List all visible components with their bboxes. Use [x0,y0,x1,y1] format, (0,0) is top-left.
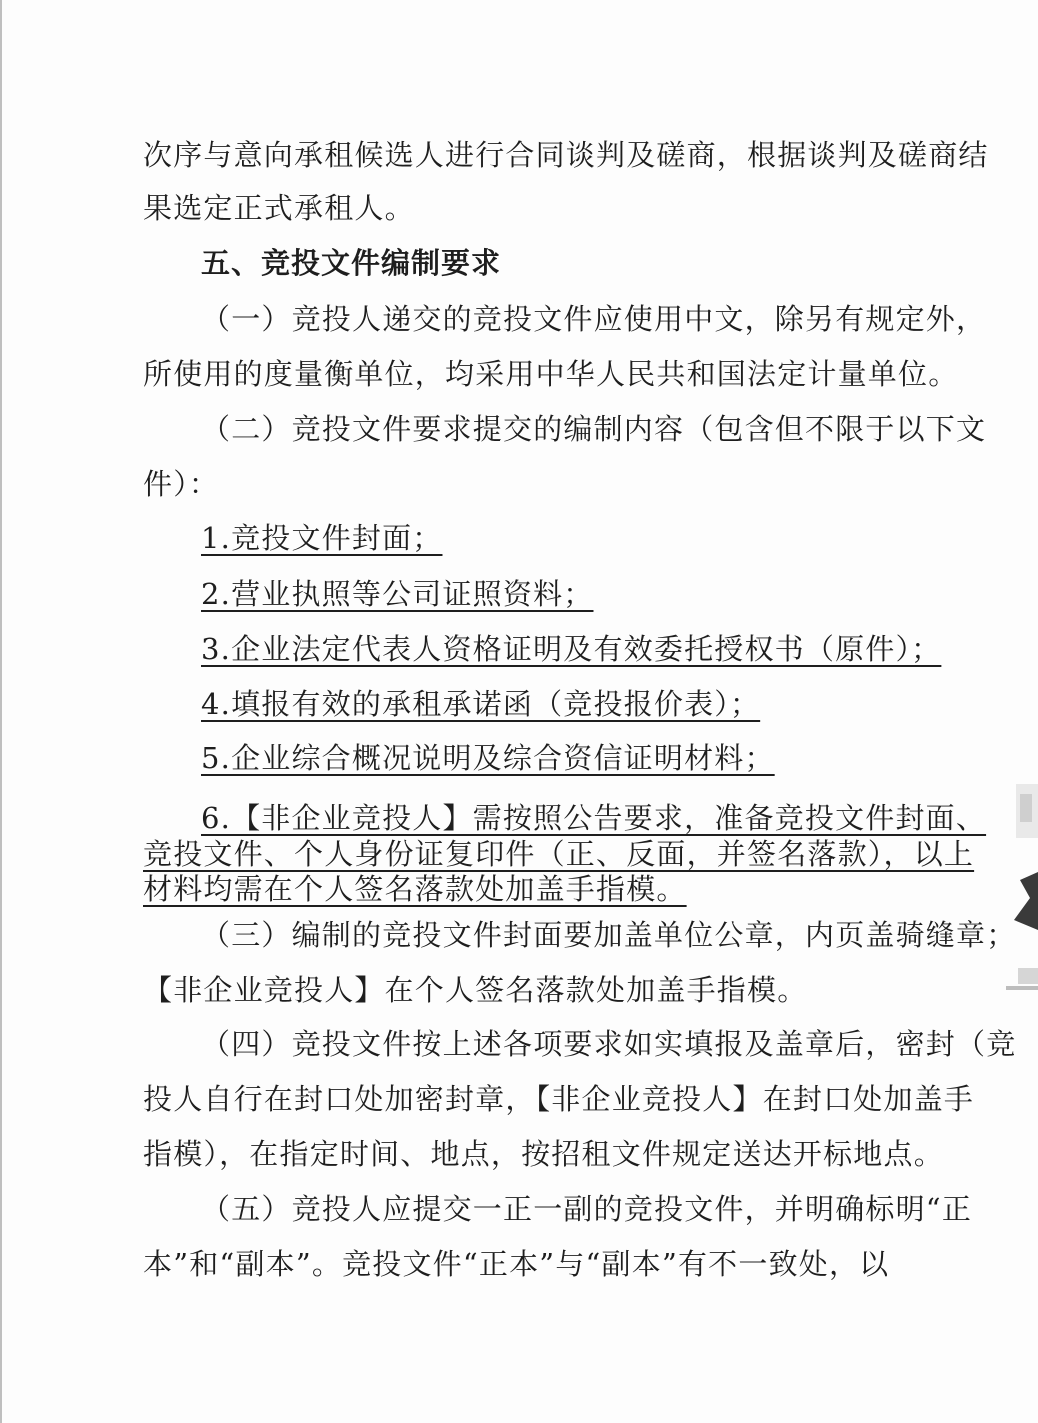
list-item: 5.企业综合概况说明及综合资信证明材料； [201,741,775,775]
text-line: 投人自行在封口处加密封章，【非企业竞投人】在封口处加盖手 [143,1082,975,1116]
text-line: （五）竞投人应提交一正一副的竞投文件，并明确标明“正 [201,1192,973,1226]
list-item: 竞投文件、个人身份证复印件（正、反面，并签名落款），以上 [143,837,975,871]
list-item: 6.【非企业竞投人】需按照公告要求，准备竞投文件封面、 [201,801,987,835]
text-line: 件）： [143,467,220,501]
list-item: 1.竞投文件封面； [201,521,443,555]
list-item: 3.企业法定代表人资格证明及有效委托授权书（原件）； [201,632,942,666]
text-line: 【非企业竞投人】在个人签名落款处加盖手指模。 [143,973,808,1007]
text-line: 次序与意向承租候选人进行合同谈判及磋商，根据谈判及磋商结 [143,138,989,172]
text-line: （三）编制的竞投文件封面要加盖单位公章，内页盖骑缝章； [201,918,1017,952]
seam-seal-stamp [1002,780,1038,1010]
text-line: （四）竞投文件按上述各项要求如实填报及盖章后，密封（竞 [201,1027,1017,1061]
list-item: 4.填报有效的承租承诺函（竞投报价表）； [201,687,761,721]
text-line: （二）竞投文件要求提交的编制内容（包含但不限于以下文 [201,412,987,446]
text-line: 果选定正式承租人。 [143,191,415,225]
section-heading: 五、竞投文件编制要求 [201,246,502,280]
text-line: 本”和“副本”。竞投文件“正本”与“副本”有不一致处，以 [143,1247,890,1281]
list-item: 材料均需在个人签名落款处加盖手指模。 [143,872,687,906]
text-line: 指模），在指定时间、地点，按招租文件规定送达开标地点。 [143,1137,944,1171]
text-line: （一）竞投人递交的竞投文件应使用中文，除另有规定外， [201,302,987,336]
page-edge [0,0,2,1423]
text-line: 所使用的度量衡单位，均采用中华人民共和国法定计量单位。 [143,357,959,391]
list-item: 2.营业执照等公司证照资料； [201,577,594,611]
